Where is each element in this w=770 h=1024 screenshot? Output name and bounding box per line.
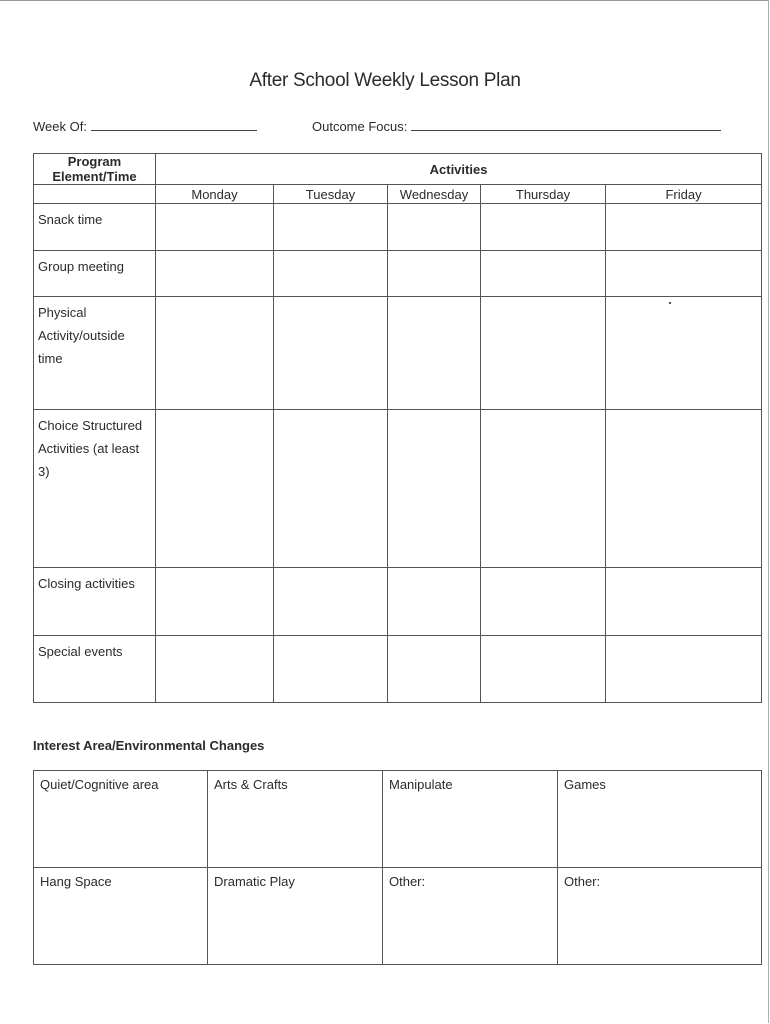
row-label: Group meeting [34, 251, 156, 297]
week-of-input-line[interactable] [91, 118, 257, 131]
page-title: After School Weekly Lesson Plan [249, 70, 521, 91]
row-label: Physical Activity/outside time [34, 297, 156, 410]
activity-cell[interactable] [481, 251, 606, 297]
table-row [34, 297, 762, 410]
week-of-label: Week Of: [33, 119, 87, 134]
activity-cell[interactable] [156, 636, 274, 703]
day-header-thursday: Thursday [481, 185, 606, 204]
activity-cell[interactable] [481, 568, 606, 636]
activity-cell[interactable] [481, 636, 606, 703]
table-row [34, 868, 762, 965]
activity-cell[interactable] [388, 251, 481, 297]
interest-cell-other-2[interactable]: Other: [558, 868, 762, 965]
empty-corner-cell [34, 185, 156, 204]
activity-cell[interactable] [274, 636, 388, 703]
activity-cell[interactable] [606, 410, 762, 568]
activity-cell[interactable] [388, 297, 481, 410]
activity-cell[interactable] [481, 410, 606, 568]
table-row [34, 636, 762, 703]
activity-cell[interactable] [481, 204, 606, 251]
day-header-monday: Monday [156, 185, 274, 204]
activity-cell[interactable] [481, 297, 606, 410]
activity-cell[interactable] [274, 568, 388, 636]
day-header-friday: Friday [606, 185, 762, 204]
interest-area-table [33, 770, 762, 965]
day-header-tuesday: Tuesday [274, 185, 388, 204]
activity-cell[interactable] [274, 410, 388, 568]
interest-cell-other-1[interactable]: Other: [383, 868, 558, 965]
row-label: Closing activities [34, 568, 156, 636]
interest-cell-arts-crafts[interactable]: Arts & Crafts [208, 771, 383, 868]
interest-cell-games[interactable]: Games [558, 771, 762, 868]
outcome-focus-label: Outcome Focus: [312, 119, 408, 134]
activity-cell[interactable] [388, 204, 481, 251]
program-element-header: Program Element/Time [34, 154, 156, 185]
activity-cell[interactable] [388, 568, 481, 636]
activity-cell[interactable] [274, 297, 388, 410]
table-row [34, 204, 762, 251]
table-row [34, 410, 762, 568]
activity-cell[interactable] [274, 251, 388, 297]
interest-cell-dramatic-play[interactable]: Dramatic Play [208, 868, 383, 965]
activity-cell[interactable] [606, 297, 762, 410]
activity-cell[interactable] [388, 636, 481, 703]
activity-cell[interactable] [606, 636, 762, 703]
activity-cell[interactable] [388, 410, 481, 568]
stray-mark [669, 302, 671, 304]
activity-cell[interactable] [156, 251, 274, 297]
activity-cell[interactable] [156, 410, 274, 568]
row-label: Choice Structured Activities (at least 3) [34, 410, 156, 568]
week-of-field [33, 118, 257, 134]
table-row [34, 771, 762, 868]
activity-cell[interactable] [156, 297, 274, 410]
activity-cell[interactable] [156, 204, 274, 251]
outcome-focus-field [312, 118, 721, 134]
activity-cell[interactable] [606, 204, 762, 251]
day-header-wednesday: Wednesday [388, 185, 481, 204]
activity-cell[interactable] [606, 568, 762, 636]
table-row [34, 568, 762, 636]
outcome-focus-input-line[interactable] [411, 118, 721, 131]
activity-cell[interactable] [156, 568, 274, 636]
activity-cell[interactable] [274, 204, 388, 251]
interest-cell-hang-space[interactable]: Hang Space [34, 868, 208, 965]
row-label: Snack time [34, 204, 156, 251]
interest-cell-manipulate[interactable]: Manipulate [383, 771, 558, 868]
activity-cell[interactable] [606, 251, 762, 297]
activities-header: Activities [156, 154, 762, 185]
row-label: Special events [34, 636, 156, 703]
table-row [34, 251, 762, 297]
interest-section-title: Interest Area/Environmental Changes [33, 738, 265, 753]
lesson-plan-table [33, 153, 762, 703]
interest-cell-quiet-cognitive[interactable]: Quiet/Cognitive area [34, 771, 208, 868]
